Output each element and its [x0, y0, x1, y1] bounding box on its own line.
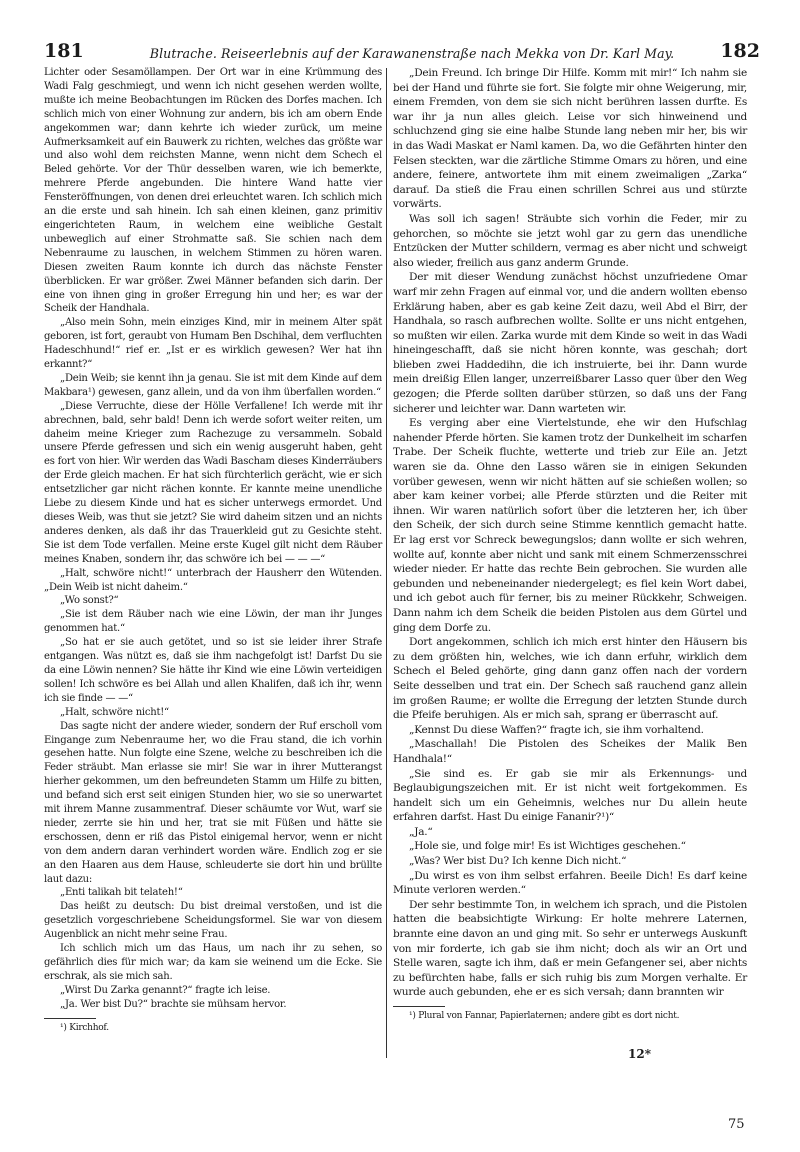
paragraph: „Sie sind es. Er gab sie mir als Erkennungs- und Beglaubigungszeichen mit. Er ist nicht weit fortgekommen. Es handelt sich um ein Geheimnis, welches nur Du allein heute erfahren darfst. Hast Du einige Fananir?¹)“	[393, 767, 747, 824]
folio-number: 75	[728, 1117, 745, 1132]
paragraph: Was soll ich sagen! Sträubte sich vorhin die Feder, mir zu gehorchen, so möchte sie jetzt wohl gar zu gern das unendliche Entzücken der Mutter schildern, vermag es aber nicht und schweigt also wieder, freilich aus ganz anderm Grunde.	[393, 212, 747, 269]
left-column	[44, 66, 382, 1034]
paragraph: „Wirst Du Zarka genannt?“ fragte ich leise.	[60, 984, 271, 996]
paragraph: „Sie ist dem Räuber nach wie eine Löwin, der man ihr Junges genommen hat.“	[44, 609, 382, 635]
paragraph: „Ja. Wer bist Du?“ brachte sie mühsam hervor.	[60, 998, 287, 1010]
paragraph: „Halt, schwöre nicht!“ unterbrach der Hausherr den Wütenden. „Dein Weib ist nicht daheim.“	[44, 567, 382, 593]
paragraph: Das sagte nicht der andere wieder, sondern der Ruf erscholl vom Eingange zum Nebenraume her, wo die Frau stand, die ich vorhin gesehen hatte. Nun folgte eine Szene, welche zu beschreiben ich die Feder sträubt. Man erlasse sie mir! Sie war in ihrer Mutterangst hierher gekommen, um den befreundeten Stamm um Hilfe zu bitten, und befand sich erst seit einigen Stunden hier, wo sie so unerwartet mit ihrem Manne zusammentraf. Dieser schäumte vor Wut, warf sie nieder, zerrte sie hin und her, trat sie mit Füßen und hätte sie erschossen, denn er riß das Pistol einigemal hervor, wenn er nicht von dem andern daran verhindert worden wäre. Endlich zog er sie an den Haaren aus dem Hause, schleuderte sie dort hin und brüllte laut dazu:	[44, 720, 382, 885]
paragraph: Es verging aber eine Viertelstunde, ehe wir den Hufschlag nahender Pferde hörten. Sie kamen trotz der Dunkelheit im scharfen Trabe. Der Scheik fluchte, wetterte und trieb zur Eile an. Jetzt waren sie da. Ohne den Lasso wären sie in einigen Sekunden vorüber gewesen, wenn wir nicht hätten auf sie schießen wollen; so aber kam keiner vorbei; alle Pferde stürzten und die Reiter mit ihnen. Wir waren natürlich sofort über die letzteren her, ich über den Scheik, der sich durch seine Stimme kenntlich gemacht hatte. Er lag erst vor Schreck bewegungslos; dann wollte er sich wehren, wollte auf, konnte aber nicht und sank mit einem Schmerzensschrei wieder nieder. Er hatte das rechte Bein gebrochen. Sie wurden alle gebunden und nebeneinander niedergelegt; es fiel kein Wort dabei, und ich gebot auch für ferner, bis zu meiner Rückkehr, Schweigen. Dann nahm ich dem Scheik die beiden Pistolen aus dem Gürtel und ging dem Dorfe zu.	[393, 417, 747, 634]
paragraph: „Maschallah! Die Pistolen des Scheikes der Malik Ben Handhala!“	[393, 738, 747, 765]
right-column	[393, 66, 747, 1022]
paragraph: „So hat er sie auch getötet, und so ist sie leider ihrer Strafe entgangen. Was nützt es, daß sie ihm nachgefolgt ist! Darfst Du sie da eine Löwin nennen? Sie hätte ihr Kind wie eine Löwin verteidigen sollen! Ich schwöre es bei Allah und allen Khalifen, daß ich ihr, wenn ich sie finde — —“	[44, 637, 382, 704]
paragraph: Ich schlich mich um das Haus, um nach ihr zu sehen, so gefährlich dies für mich war; da kam sie weinend um die Ecke. Sie erschrak, als sie mich sah.	[44, 943, 382, 982]
footnote: ¹) Plural von Fannar, Papierlaternen; andere gibt es dort nicht.	[409, 1011, 680, 1021]
paragraph: „Was? Wer bist Du? Ich kenne Dich nicht.“	[409, 855, 627, 868]
paragraph: Der mit dieser Wendung zunächst höchst unzufriedene Omar warf mir zehn Fragen auf einmal vor, und die andern wollten ebenso Erklärung haben, aber es gab keine Zeit dazu, weil Abd el Birr, der Handhala, so rasch aufbrechen wollte. Sollte er uns nicht entgehen, so mußten wir eilen. Zarka wurde mit dem Kinde so weit in das Wadi hineingeschafft, daß sie nicht hören konnte, was geschah; dort blieben zwei Haddedihn, die ich instruierte, bei ihr. Dann wurde mein dreißig Ellen langer, unzerreißbarer Lasso quer über den Weg gezogen; die Pferde sollten darüber stürzen, so daß uns der Fang sicherer und leichter war. Dann warteten wir.	[393, 271, 747, 415]
paragraph: „Also mein Sohn, mein einziges Kind, mir in meinem Alter spät geboren, ist fort, geraubt von Humam Ben Dschihal, dem verfluchten Hadeschhund!“ rief er. „Ist er es wirklich gewesen? Wer hat ihn erkannt?“	[44, 317, 382, 371]
column-divider	[386, 68, 387, 1058]
running-title: Blutrache. Reiseerlebnis auf der Karawanenstraße nach Mekka von Dr. Karl May.	[149, 46, 675, 61]
page-number-left: 181	[44, 40, 84, 62]
paragraph: „Enti talikah bit telateh!“	[60, 887, 183, 899]
footnote: ¹) Kirchhof.	[60, 1022, 109, 1033]
paragraph: „Dein Freund. Ich bringe Dir Hilfe. Komm mit mir!“ Ich nahm sie bei der Hand und führte sie fort. Sie folgte mir ohne Weigerung, mir, einem Fremden, von dem sie sich nicht berühren lassen durfte. Es war ihr ja nun alles gleich. Leise vor sich hinweinend und schluchzend ging sie eine halbe Stunde lang neben mir her, bis wir in das Wadi Maskat er Naml kamen. Da, wo die Gefährten hinter den Felsen steckten, war die zärtliche Stimme Omars zu hören, und eine andere, feinere, antwortete ihm mit einem zweimaligen „Zarka“ darauf. Da stieß die Frau einen schrillen Schrei aus und stürzte vorwärts.	[393, 67, 747, 211]
signature-mark: 12*	[628, 1047, 651, 1061]
footnote-rule	[44, 1018, 96, 1019]
paragraph: Das heißt zu deutsch: Du bist dreimal verstoßen, und ist die gesetzlich vorgeschriebene Scheidungsformel. Sie war von diesem Augenblick an nicht mehr seine Frau.	[44, 901, 382, 941]
paragraph: „Dein Weib; sie kennt ihn ja genau. Sie ist mit dem Kinde auf dem Makbara¹) gewesen, ganz allein, und da von ihm überfallen worden.“	[44, 372, 382, 398]
paragraph: Der sehr bestimmte Ton, in welchem ich sprach, und die Pistolen hatten die beabsichtigte Wirkung: Er holte mehrere Laternen, brannte eine davon an und ging mit. So sehr er unterwegs Auskunft von mir forderte, ich gab sie ihm nicht; doch als wir an Ort und Stelle waren, sagte ich ihm, daß er mein Gefangener sei, aber nichts zu befürchten habe, falls er sich ruhig bis zum Morgen verhalte. Er wurde auch gebunden, ehe er es sich versah; dann brannten wir	[393, 898, 747, 999]
page-number-right: 182	[720, 40, 760, 62]
paragraph: „Wo sonst?“	[60, 595, 119, 607]
footnote-rule	[393, 1006, 445, 1007]
paragraph: Dort angekommen, schlich ich mich erst hinter den Häusern bis zu dem größten hin, welches, wie ich dann erfuhr, wirklich dem Schech el Beled gehörte, ging dann ganz offen nach der vordern Seite desselben und trat ein. Der Schech saß rauchend ganz allein im großen Raume; er wollte die Erregung der letzten Stunde durch die Pfeife beruhigen. Als er mich sah, sprang er überrascht auf.	[393, 636, 747, 722]
paragraph: „Hole sie, und folge mir! Es ist Wichtiges geschehen.“	[409, 840, 686, 853]
paragraph: „Diese Verruchte, diese der Hölle Verfallene! Ich werde mit ihr abrechnen, bald, sehr bald! Denn ich werde sofort weiter reiten, um daheim meine Krieger zum Rachezuge zu versammeln. Sobald unsere Pferde gefressen und sich ein wenig ausgeruht haben, geht es fort von hier. Wir werden das Wadi Bascham dieses Kinderräubers der Erde gleich machen. Er hat sich fürchterlich gerächt, wie er sich entsetzlicher gar nicht rächen konnte. Er kannte meine unendliche Liebe zu diesem Kinde und hat es sicher unterwegs ermordet. Und dieses Weib, was thut sie jetzt? Sie wird daheim sitzen und an nichts anderes denken, als daß ihr das Trauerkleid gut zu Gesichte steht. Sie ist dem Tode verfallen. Meine erste Kugel gilt nicht dem Räuber meines Knaben, sondern ihr, das schwöre ich bei — — —“	[44, 400, 382, 565]
paragraph: „Halt, schwöre nicht!“	[60, 706, 169, 718]
paragraph: „Ja.“	[409, 825, 433, 838]
paragraph: „Kennst Du diese Waffen?“ fragte ich, sie ihm vorhaltend.	[409, 723, 704, 736]
paragraph: „Du wirst es von ihm selbst erfahren. Beeile Dich! Es darf keine Minute verloren werden.“	[393, 869, 747, 897]
paragraph: Lichter oder Sesamöllampen. Der Ort war in eine Krümmung des Wadi Falg geschmiegt, und wenn ich nicht gesehen werden wollte, mußte ich meine Beobachtungen im Rücken des Dorfes machen. Ich schlich mich von einer Wohnung zur andern, bis ich am obern Ende angekommen war; dann kehrte ich wieder zurück, um meine Aufmerksamkeit auf ein Bauwerk zu richten, welches das größte war und also wohl dem reichsten Manne, wenn nicht dem Schech el Beled gehörte. Vor der Thür desselben waren, wie ich bemerkte, mehrere Pferde angebunden. Die hintere Wand hatte vier Fensteröffnungen, von denen drei erleuchtet waren. Ich schlich mich an die erste und sah hinein. Ich sah einen kleinen, ganz primitiv eingerichteten Raum, in welchem eine weibliche Gestalt unbeweglich auf einer Strohmatte saß. Sie schien nach dem Nebenraume zu lauschen, in welchem Stimmen zu hören waren. Diesen zweiten Raum konnte ich durch das nächste Fenster überblicken. Er war größer. Zwei Männer befanden sich darin. Der eine von ihnen ging in großer Erregung hin und her; es war der Scheik der Handhala.	[44, 67, 382, 315]
